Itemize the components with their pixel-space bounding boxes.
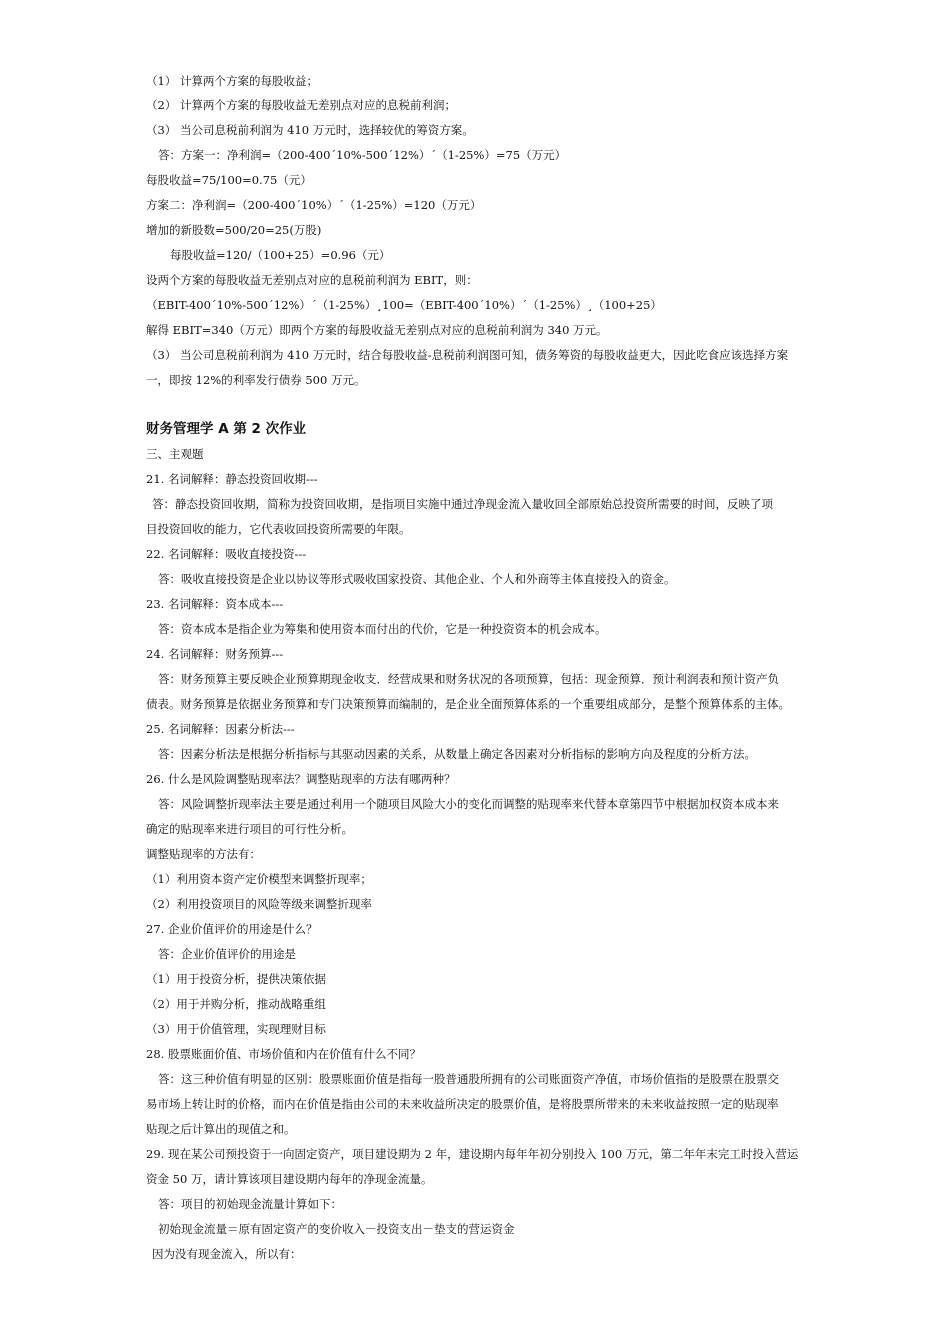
a21-line1: 答：静态投资回收期，简称为投资回收期，是指项目实施中通过净现金流入量收回全部原始总投资所需要的时间，反映了项 <box>152 497 773 511</box>
q29-line1: 29. 现在某公司预投资于一向固定资产，项目建设期为 2 年，建设期内每年年初分别投入 100 万元，第二年年末完工时投入营运 <box>146 1147 799 1161</box>
section-subtitle: 三、主观题 <box>146 447 204 461</box>
a27-item-2: （2）用于并购分析，推动战略重组 <box>146 997 326 1011</box>
a21-line2: 目投资回收的能力，它代表收回投资所需要的年限。 <box>146 522 411 536</box>
q23: 23. 名词解释：资本成本--- <box>146 597 284 611</box>
a26-method-2: （2）利用投资项目的风险等级来调整折现率 <box>146 897 372 911</box>
a28-line2: 易市场上转让时的价格，而内在价值是指由公司的未来收益所决定的股票价值，是将股票所带来的未来收益按照一定的贴现率 <box>146 1097 779 1111</box>
ebit-result: 解得 EBIT=340（万元）即两个方案的每股收益无差别点对应的息税前利润为 340 万元。 <box>146 323 608 337</box>
answer-plan-1: 答：方案一：净利润=（200-400´10%-500´12%）´（1-25%）=75（万元） <box>158 148 567 162</box>
q22: 22. 名词解释：吸收直接投资--- <box>146 547 307 561</box>
q24: 24. 名词解释：财务预算--- <box>146 647 284 661</box>
a26-line1: 答：风险调整折现率法主要是通过利用一个随项目风险大小的变化而调整的贴现率来代替本章第四节中根据加权资本成本来 <box>158 797 779 811</box>
answer-3-line2: 一，即按 12%的利率发行债券 500 万元。 <box>146 373 366 387</box>
eps-plan-1: 每股收益=75/100=0.75（元） <box>146 173 312 187</box>
question-1: （1） 计算两个方案的每股收益； <box>146 74 318 88</box>
section-title: 财务管理学 A 第 2 次作业 <box>146 421 307 437</box>
ebit-equation: （EBIT-400´10%-500´12%）´（1-25%）¸100=（EBIT-400´10%）´（1-25%）¸（100+25） <box>146 298 662 312</box>
answer-3-line1: （3） 当公司息税前利润为 410 万元时，结合每股收益-息税前利润图可知，债务筹资的每股收益更大，因此吃食应该选择方案 <box>146 348 789 362</box>
question-2: （2） 计算两个方案的每股收益无差别点对应的息税前利润； <box>146 98 456 112</box>
a27-item-1: （1）用于投资分析，提供决策依据 <box>146 972 326 986</box>
a24-line1: 答：财务预算主要反映企业预算期现金收支．经营成果和财务状况的各项预算，包括：现金预算．预计利润表和预计资产负 <box>158 672 779 686</box>
a24-line2: 债表。财务预算是依据业务预算和专门决策预算而编制的，是企业全面预算体系的一个重要组成部分，是整个预算体系的主体。 <box>146 697 790 711</box>
eps-plan-2: 每股收益=120/（100+25）=0.96（元） <box>170 248 391 262</box>
a25: 答：因素分析法是根据分析指标与其驱动因素的关系，从数量上确定各因素对分析指标的影响方向及程度的分析方法。 <box>158 747 756 761</box>
a27-intro: 答：企业价值评价的用途是 <box>158 947 296 961</box>
a27-item-3: （3）用于价值管理，实现理财目标 <box>146 1022 326 1036</box>
a29-intro: 答：项目的初始现金流量计算如下： <box>158 1197 342 1211</box>
a28-line1: 答：这三种价值有明显的区别：股票账面价值是指每一股普通股所拥有的公司账面资产净值，市场价值指的是股票在股票交 <box>158 1072 779 1086</box>
a28-line3: 贴现之后计算出的现值之和。 <box>146 1122 296 1136</box>
ebit-setup: 设两个方案的每股收益无差别点对应的息税前利润为 EBIT，则： <box>146 273 478 287</box>
a26-method-1: （1）利用资本资产定价模型来调整折现率； <box>146 872 372 886</box>
new-shares: 增加的新股数=500/20=25(万股) <box>146 223 322 237</box>
q28: 28. 股票账面价值、市场价值和内在价值有什么不同？ <box>146 1047 421 1061</box>
a23: 答：资本成本是指企业为筹集和使用资本而付出的代价，它是一种投资资本的机会成本。 <box>158 622 607 636</box>
a29-formula: 初始现金流量＝原有固定资产的变价收入－投资支出－垫支的营运资金 <box>158 1222 515 1236</box>
a22: 答：吸收直接投资是企业以协议等形式吸收国家投资、其他企业、个人和外商等主体直接投入的资金。 <box>158 572 676 586</box>
question-3: （3） 当公司息税前利润为 410 万元时，选择较优的筹资方案。 <box>146 123 474 137</box>
plan-2: 方案二：净利润=（200-400´10%）´（1-25%）=120（万元） <box>146 198 482 212</box>
a26-line2: 确定的贴现率来进行项目的可行性分析。 <box>146 822 353 836</box>
a26-methods-heading: 调整贴现率的方法有： <box>146 847 261 861</box>
a29-note: 因为没有现金流入，所以有： <box>152 1247 302 1261</box>
q29-line2: 资金 50 万，请计算该项目建设期内每年的净现金流量。 <box>146 1172 433 1186</box>
q21: 21. 名词解释：静态投资回收期--- <box>146 472 318 486</box>
q25: 25. 名词解释：因素分析法--- <box>146 722 295 736</box>
q26: 26. 什么是风险调整贴现率法？调整贴现率的方法有哪两种？ <box>146 772 456 786</box>
q27: 27. 企业价值评价的用途是什么？ <box>146 922 318 936</box>
